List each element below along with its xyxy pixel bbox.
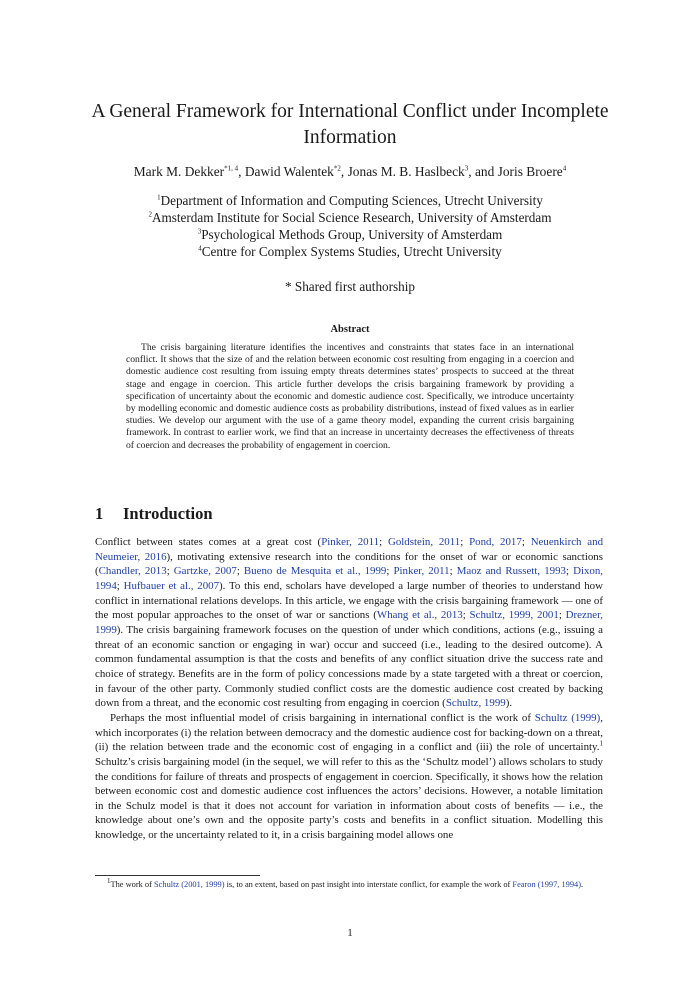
- text-run: .: [581, 880, 584, 889]
- section-title: Introduction: [123, 504, 213, 523]
- author-sup: *1, 4: [224, 164, 239, 173]
- citation-link[interactable]: Neuenkirch and Neumeier, 2016: [95, 536, 604, 563]
- text-run: ;: [521, 536, 531, 548]
- author-name: Jonas M. B. Haslbeck: [347, 164, 465, 179]
- author-sup: 3: [464, 164, 469, 173]
- citation-link[interactable]: Pinker, 2011: [393, 565, 450, 578]
- text-run: Conflict between states comes at a great cost (: [95, 536, 322, 548]
- text-run: ).: [505, 697, 513, 710]
- text-run: is, to an extent, based on past insight into interstate conflict, for example the work of: [224, 880, 513, 889]
- author-sup: 4: [562, 164, 567, 173]
- text-run: ;: [166, 565, 174, 578]
- text-run: ;: [565, 565, 574, 578]
- citation-link[interactable]: Pinker, 2011: [321, 536, 380, 548]
- affiliation-sup: 4: [198, 244, 202, 253]
- citation-link[interactable]: Chandler, 2013: [98, 565, 167, 578]
- affiliation-text: Amsterdam Institute for Social Science Research, University of Amsterdam: [151, 210, 552, 225]
- footnote-number: 1: [107, 877, 111, 886]
- shared-authorship-note: * Shared first authorship: [284, 279, 416, 294]
- section-heading: [95, 504, 213, 524]
- paper-title: A General Framework for International Conflict under Incomplete Information: [91, 101, 609, 148]
- affiliation: [40, 209, 660, 226]
- citation-link[interactable]: Hufbauer et al., 2007: [123, 579, 220, 592]
- citation-link[interactable]: Drezner, 1999: [95, 609, 604, 636]
- footnote-rule: [95, 875, 260, 876]
- text-run: ). The crisis bargaining framework focuses on the question of under which conditions, actions (e.g., issuing a threat of an economic sanction or engaging in war) occur and succeed (i.e., leading to the desired outcome). A common fundamental assumption is that the costs and benefits of any conflict situation drive the success rate and choice of strategy. Benefits are in the form of policy concessions made by a state targeted with a threat or coercion, in favour of the other party. Commonly studied conflict costs are the domestic audience cost created by backing down from a threat, and the economic cost resulting from engaging in coercion (: [95, 623, 603, 710]
- footnote: [95, 879, 603, 890]
- citation-link[interactable]: Gartzke, 2007: [173, 565, 237, 578]
- abstract-heading: Abstract: [330, 324, 370, 335]
- text-run: ;: [236, 565, 244, 578]
- text-run: ). To this end, scholars have developed a large number of theories to understand how conflict in international relations develops. In this article, we engage with the crisis bargaining framework — one of the most popular approaches to the onset of war or sanctions (: [95, 579, 603, 622]
- text-run: Schultz’s crisis bargaining model (in the sequel, we will refer to this as the ‘Schultz model’) allows scholars to study the conditions for failure of threats and prospects of engagement in coercion. Specifically, it shows how the relation between economic cost and domestic audience cost influences the actors’ decisions. However, a notable limitation in the Schulz model is that it does not account for variation in information about costs of benefits — i.e., the knowledge about one’s own and the opposite party’s costs and benefits in a conflict situation. Modelling this knowledge, or the uncertainty related to it, in a crisis bargaining model allows one: [95, 755, 603, 842]
- citation-link[interactable]: Whang et al., 2013: [376, 609, 463, 622]
- affiliation-sup: 2: [148, 210, 152, 219]
- text-run: The work of: [110, 880, 154, 889]
- citation-link[interactable]: Schultz (2001, 1999): [154, 880, 225, 889]
- citation-link[interactable]: Maoz and Russett, 1993: [456, 565, 566, 578]
- text-run: ;: [449, 565, 457, 578]
- paragraph: [95, 711, 603, 843]
- paragraph: [95, 535, 603, 711]
- citation-link[interactable]: Pond, 2017: [469, 536, 522, 548]
- affiliation-text: Psychological Methods Group, University of Amsterdam: [201, 227, 503, 242]
- citation-link[interactable]: Schultz, 1999, 2001: [469, 609, 559, 622]
- section-number: 1: [95, 504, 104, 523]
- affiliation-text: Department of Information and Computing Sciences, Utrecht University: [160, 193, 543, 208]
- affiliation: [40, 243, 660, 260]
- citation-link[interactable]: Dixon, 1994: [95, 565, 604, 592]
- body-text: [95, 535, 603, 843]
- author-name: Mark M. Dekker: [133, 164, 225, 179]
- affiliation: [40, 192, 660, 209]
- affiliation-sup: 3: [197, 227, 202, 236]
- affiliation-sup: 1: [157, 193, 161, 202]
- author-list: Mark M. Dekker$^{*1, 4}$, Dawid Walentek$^{*2}$, Jonas M. B. Haslbeck$^3$, and Joris Broere$^4$: [133, 164, 567, 179]
- text-run: ;: [379, 536, 388, 548]
- page-number: 1: [347, 927, 353, 939]
- citation-link[interactable]: Bueno de Mesquita et al., 1999: [243, 565, 387, 578]
- citation-link[interactable]: Schultz (1999): [534, 711, 601, 724]
- text-run: ;: [116, 579, 124, 592]
- citation-link[interactable]: Schultz, 1999: [445, 697, 506, 710]
- text-run: ;: [558, 609, 566, 622]
- author-name: Joris Broere: [497, 164, 563, 179]
- affiliation: [40, 226, 660, 243]
- text-run: Perhaps the most influential model of crisis bargaining in international conflict is the work of: [110, 711, 535, 724]
- text-run: , which incorporates (i) the relation between democracy and the domestic audience cost for backing-down on a threat, (ii) the relation between trade and the economic cost of engaging in a conflict and (iii) the role of uncertainty.: [95, 711, 603, 754]
- affiliation-list: [40, 192, 660, 260]
- text-run: ;: [386, 565, 394, 578]
- text-run: ;: [460, 536, 470, 548]
- text-run: ;: [462, 609, 470, 622]
- affiliation-text: Centre for Complex Systems Studies, Utrecht University: [201, 244, 502, 259]
- citation-link[interactable]: Goldstein, 2011: [387, 536, 461, 548]
- author-sup: *2: [333, 164, 341, 173]
- citation-link[interactable]: Fearon (1997, 1994): [512, 880, 582, 889]
- footnote-marker[interactable]: 1: [599, 739, 603, 748]
- abstract-text: The crisis bargaining literature identifies the incentives and constraints that states face in an international conflict. It shows that the size of and the relation between economic cost resulting from engaging in a coercion and domestic audience cost resulting from issuing empty threats determines states’ prospects to succeed at the threat stage and engage in coercion. This article further develops the crisis bargaining framework by providing a specification of uncertainty about the economic and domestic audience cost. Specifically, we introduce uncertainty by modelling economic and domestic audience costs as probability distributions, instead of fixed values as in earlier studies. We develop our argument with the use of a game theory model, expanding the current crisis bargaining framework. In contrast to earlier work, we find that an increase in uncertainty decreases the effectiveness of threats of coercion and decreases the probability of engagement in coercion.: [126, 342, 574, 451]
- author-name: Dawid Walentek: [244, 164, 334, 179]
- text-run: ), motivating extensive research into the conditions for the onset of war or economic sanctions (: [95, 550, 603, 578]
